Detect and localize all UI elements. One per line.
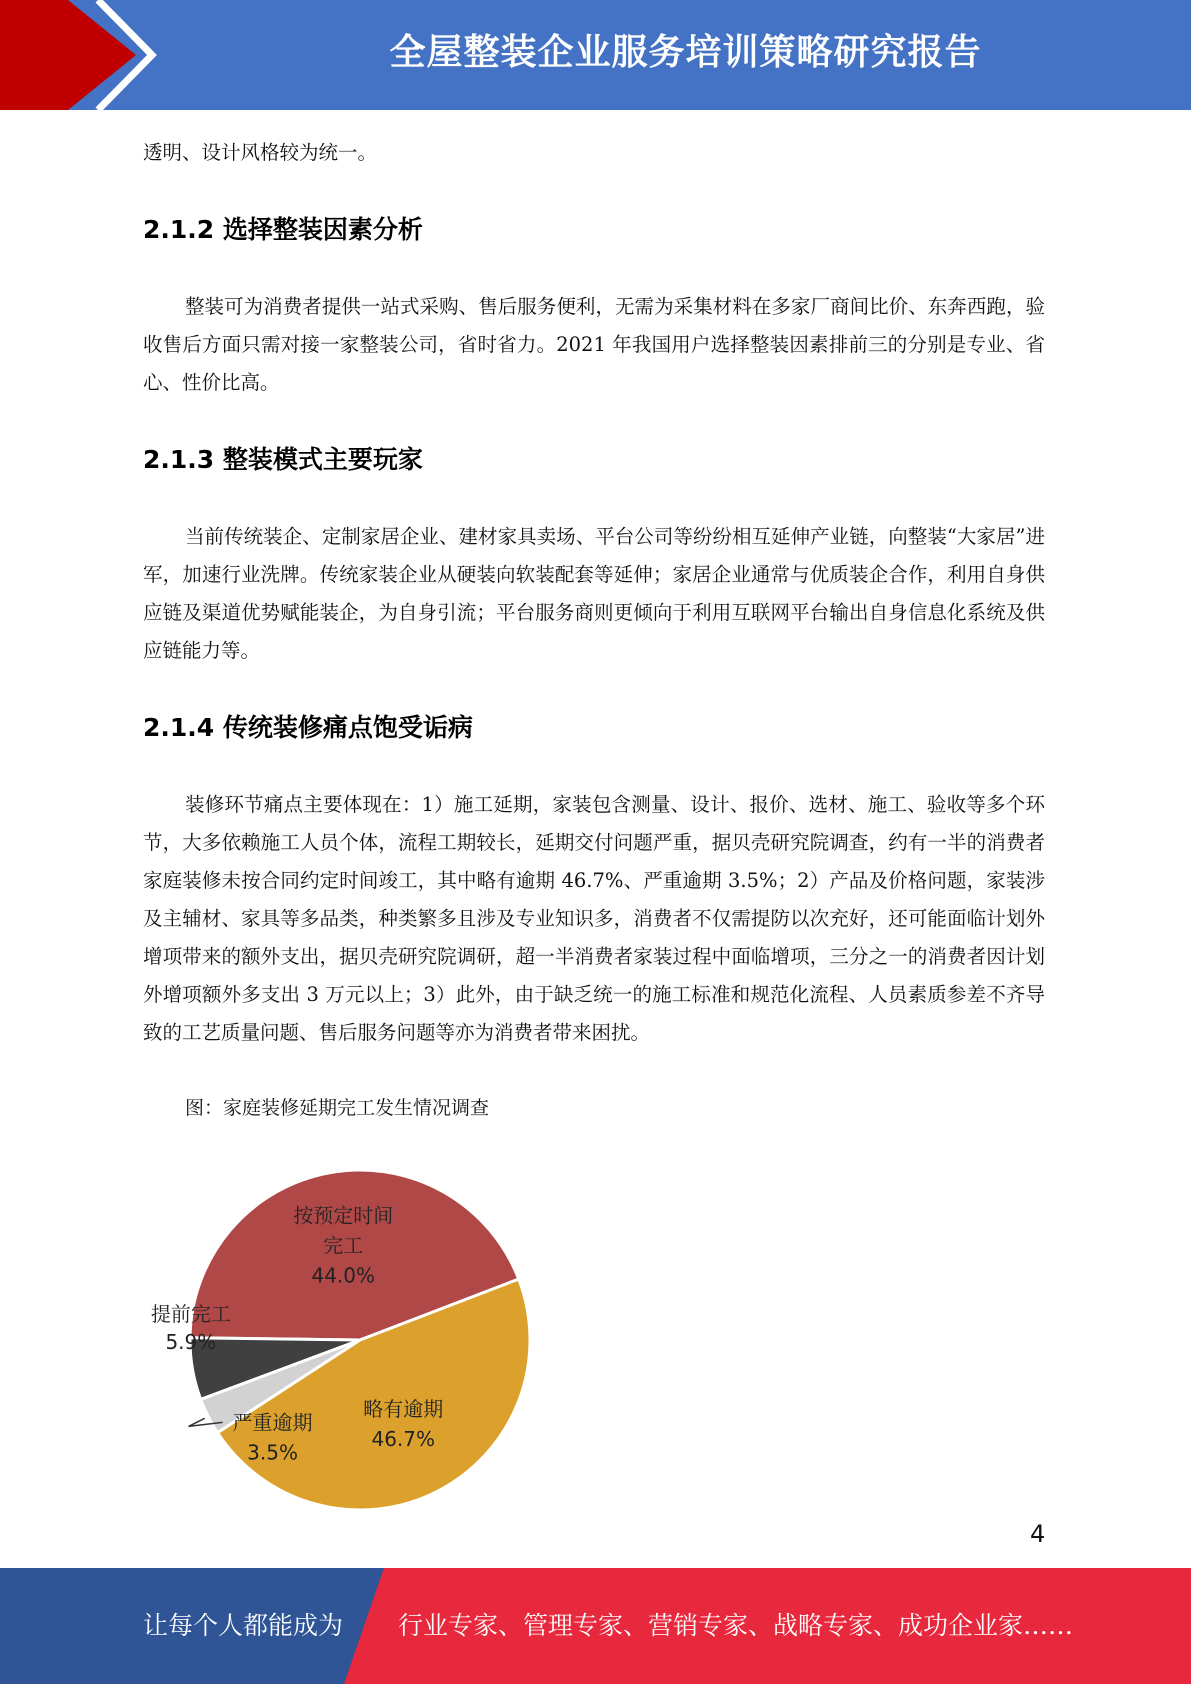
section-heading: 2.1.2 选择整装因素分析	[143, 215, 423, 244]
section-2-1-2	[143, 210, 1045, 246]
slice-label: 略有逾期	[363, 1396, 444, 1421]
section-paragraph: 当前传统装企、定制家居企业、建材家具卖场、平台公司等纷纷相互延伸产业链，向整装“大家居”进军，加速行业洗牌。传统家装企业从硬装向软装配套等延伸；家居企业通常与优质装企合作，利用自身供应链及渠道优势赋能装企，为自身引流；平台服务商则更倾向于利用互联网平台输出自身信息化系统及供应链能力等。	[143, 525, 1045, 662]
pie-chart	[150, 1140, 700, 1540]
page-header	[0, 0, 1191, 110]
slice-value-label: 3.5%	[247, 1440, 298, 1465]
slice-label: 按预定时间	[293, 1203, 394, 1228]
section-2-1-4-body	[143, 786, 1045, 1052]
section-2-1-3	[143, 440, 1045, 476]
slice-value-label: 5.9%	[165, 1329, 217, 1354]
footer-slogan-left: 让每个人都能成为	[143, 1611, 344, 1640]
header-title: 全屋整装企业服务培训策略研究报告	[389, 32, 982, 73]
section-2-1-3-body	[143, 518, 1045, 670]
section-paragraph: 整装可为消费者提供一站式采购、售后服务便利，无需为采集材料在多家厂商间比价、东奔西跑，验收售后方面只需对接一家整装公司，省时省力。2021 年我国用户选择整装因素排前三的分别是专业、省心、性价比高。	[143, 295, 1045, 394]
section-paragraph: 装修环节痛点主要体现在：1）施工延期，家装包含测量、设计、报价、选材、施工、验收等多个环节，大多依赖施工人员个体，流程工期较长，延期交付问题严重，据贝壳研究院调查，约有一半的消费者家庭装修未按合同约定时间竣工，其中略有逾期 46.7%、严重逾期 3.5%；2）产品及价格问题，家装涉及主辅材、家具等多品类，种类繁多且涉及专业知识多，消费者不仅需提防以次充好，还可能面临计划外增项带来的额外支出，据贝壳研究院调研，超一半消费者家装过程中面临增项，三分之一的消费者因计划外增项额外多支出 3 万元以上；3）此外，由于缺乏统一的施工标准和规范化流程、人员素质参差不齐导致的工艺质量问题、售后服务问题等亦为消费者带来困扰。	[143, 793, 1045, 1044]
pie-chart-container	[150, 1140, 700, 1544]
intro-tail-block	[143, 134, 1045, 172]
footer-slogan-right: 行业专家、管理专家、营销专家、战略专家、成功企业家……	[398, 1611, 1074, 1640]
section-2-1-4	[143, 708, 1045, 744]
slice-label: 完工	[323, 1233, 364, 1258]
intro-tail-text: 透明、设计风格较为统一。	[143, 141, 378, 164]
slice-value-label: 46.7%	[371, 1426, 436, 1451]
slice-label: 严重逾期	[232, 1410, 313, 1435]
slice-value-label: 44.0%	[311, 1263, 376, 1288]
section-heading: 2.1.4 传统装修痛点饱受诟病	[143, 713, 473, 742]
page-footer	[0, 1568, 1191, 1684]
section-heading: 2.1.3 整装模式主要玩家	[143, 445, 423, 474]
slice-label: 提前完工	[150, 1301, 231, 1326]
section-2-1-2-body	[143, 288, 1045, 402]
figure-caption: 图：家庭装修延期完工发生情况调查	[185, 1097, 490, 1119]
page-number: 4	[1030, 1520, 1046, 1548]
